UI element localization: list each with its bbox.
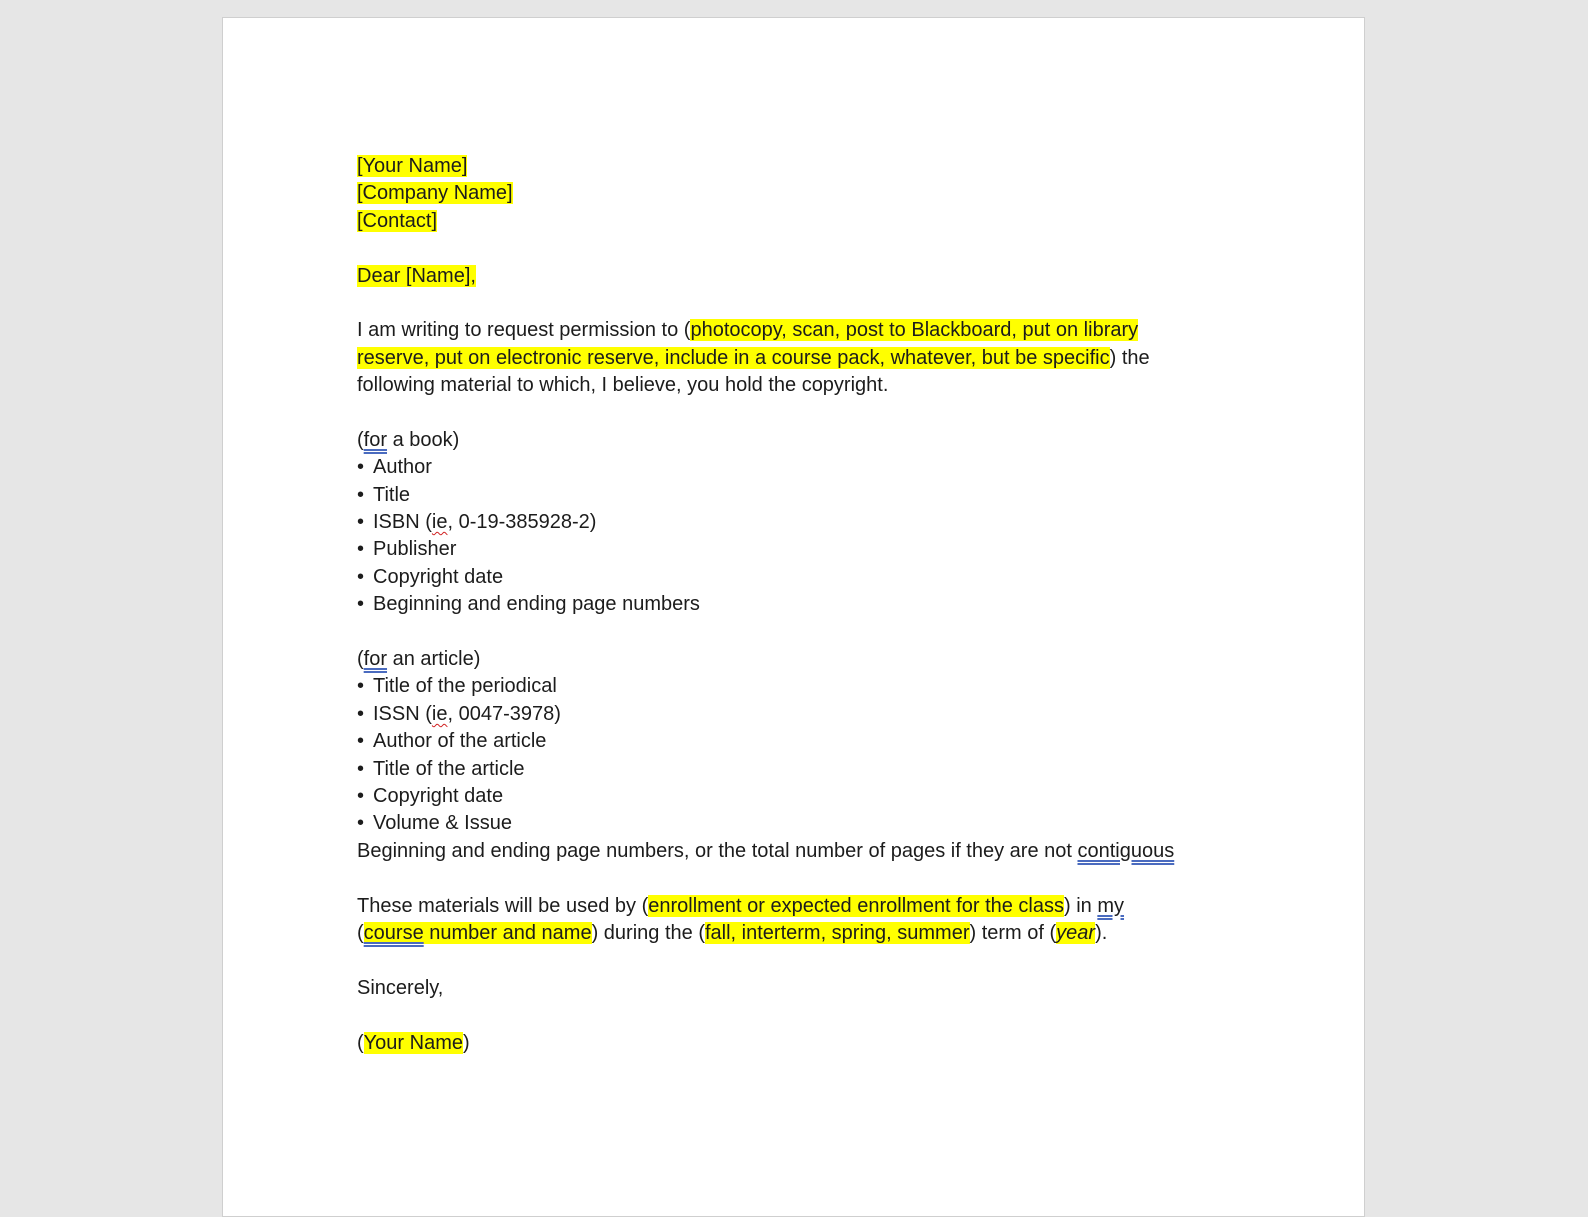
- intro-highlight-2: reserve, put on electronic reserve, include in a course pack, whatever, but be specific: [357, 346, 1110, 369]
- book-item-label: Title: [373, 483, 411, 506]
- article-item-copyright: [357, 783, 1237, 810]
- article-item-label: Volume & Issue: [373, 812, 512, 835]
- intro-text-1: I am writing to request permission to (: [357, 319, 691, 342]
- article-item-volume: [357, 810, 1237, 837]
- intro-highlight-1: photocopy, scan, post to Blackboard, put on library: [690, 319, 1139, 342]
- article-item-periodical: [357, 673, 1237, 700]
- header-your-name: [Your Name]: [357, 155, 468, 177]
- salutation-line: [357, 263, 1237, 290]
- usage-text-1: These materials will be used by (: [357, 894, 649, 917]
- article-item-label: Title of the periodical: [373, 675, 557, 698]
- signature-line: [357, 1030, 1237, 1057]
- blank-line: [357, 400, 1237, 427]
- salutation: Dear [Name],: [357, 264, 476, 287]
- article-item-label: Title of the article: [373, 757, 525, 780]
- book-heading-for: for: [363, 428, 388, 451]
- intro-text-2: ) the: [1109, 346, 1150, 369]
- book-item-label: Copyright date: [373, 565, 504, 588]
- article-item-title: [357, 756, 1237, 783]
- bullet: •: [357, 511, 365, 534]
- book-item-pages: [357, 591, 1237, 618]
- usage-my: my: [1097, 894, 1125, 917]
- closing-line: [357, 975, 1237, 1002]
- article-heading-rest: an article): [387, 648, 481, 671]
- usage-course-rest: number and name: [423, 921, 592, 944]
- header-contact: [Contact]: [357, 209, 438, 232]
- usage-line-1: [357, 893, 1237, 920]
- article-pages-line: [357, 838, 1237, 865]
- usage-text-3: ) during the (: [591, 921, 705, 944]
- book-item-title: [357, 482, 1237, 509]
- bullet: •: [357, 757, 365, 780]
- issn-suffix: , 0047-3978): [447, 702, 561, 725]
- bullet: •: [357, 483, 365, 506]
- header-company-name: [Company Name]: [357, 182, 513, 205]
- article-item-issn: [357, 701, 1237, 728]
- bullet: •: [357, 702, 365, 725]
- intro-line-1: [357, 317, 1237, 344]
- article-pages-text: Beginning and ending page numbers, or the total number of pages if they are not: [357, 839, 1078, 862]
- bullet: •: [357, 538, 365, 561]
- header-contact-line: [357, 208, 1237, 235]
- article-item-label: Author of the article: [373, 730, 547, 753]
- issn-prefix: ISSN (: [373, 702, 432, 725]
- book-item-author: [357, 454, 1237, 481]
- closing: Sincerely,: [357, 976, 444, 999]
- intro-text-3: following material to which, I believe, you hold the copyright.: [357, 374, 889, 397]
- book-item-label: Beginning and ending page numbers: [373, 593, 700, 616]
- usage-text-4: ) term of (: [969, 921, 1057, 944]
- article-pages-contiguous: contiguous: [1077, 839, 1175, 862]
- intro-line-3: [357, 372, 1237, 399]
- bullet: •: [357, 565, 365, 588]
- usage-term: fall, interterm, spring, summer: [704, 921, 970, 944]
- usage-year: year: [1056, 921, 1096, 944]
- bullet: •: [357, 593, 365, 616]
- usage-enrollment: enrollment or expected enrollment for the class: [648, 894, 1064, 917]
- book-item-publisher: [357, 536, 1237, 563]
- signature-name: Your Name: [363, 1031, 463, 1054]
- usage-line-2: [357, 920, 1237, 947]
- blank-line: [357, 865, 1237, 892]
- blank-line: [357, 619, 1237, 646]
- signature-open: (: [357, 1031, 364, 1054]
- letter-body: [357, 153, 1237, 1057]
- isbn-suffix: , 0-19-385928-2): [447, 511, 597, 534]
- bullet: •: [357, 456, 365, 479]
- header-name-line: [357, 153, 1237, 180]
- blank-line: [357, 290, 1237, 317]
- usage-open-paren: (: [357, 921, 364, 944]
- book-item-label: Publisher: [373, 538, 457, 561]
- usage-course-highlight: [364, 922, 592, 944]
- blank-line: [357, 235, 1237, 262]
- article-heading-for: for: [363, 648, 388, 671]
- issn-ie-spelling: ie: [431, 702, 448, 725]
- document-page: [222, 17, 1365, 1217]
- book-heading: [357, 427, 1237, 454]
- blank-line: [357, 947, 1237, 974]
- bullet: •: [357, 730, 365, 753]
- bullet: •: [357, 784, 365, 807]
- article-heading-paren: (: [357, 648, 364, 671]
- isbn-ie-spelling: ie: [431, 511, 448, 534]
- book-item-isbn: [357, 509, 1237, 536]
- bullet: •: [357, 812, 365, 835]
- intro-line-2: [357, 345, 1237, 372]
- usage-text-2: ) in: [1064, 894, 1098, 917]
- bullet: •: [357, 675, 365, 698]
- header-company-line: [357, 180, 1237, 207]
- book-item-label: Author: [373, 456, 432, 479]
- book-heading-rest: a book): [387, 428, 460, 451]
- signature-close: ): [463, 1031, 470, 1054]
- book-item-copyright: [357, 564, 1237, 591]
- isbn-prefix: ISBN (: [373, 511, 432, 534]
- article-heading: [357, 646, 1237, 673]
- usage-course-word: course: [363, 921, 424, 944]
- usage-text-5: ).: [1095, 921, 1108, 944]
- article-item-label: Copyright date: [373, 784, 504, 807]
- book-heading-paren: (: [357, 428, 364, 451]
- article-item-author: [357, 728, 1237, 755]
- blank-line: [357, 1002, 1237, 1029]
